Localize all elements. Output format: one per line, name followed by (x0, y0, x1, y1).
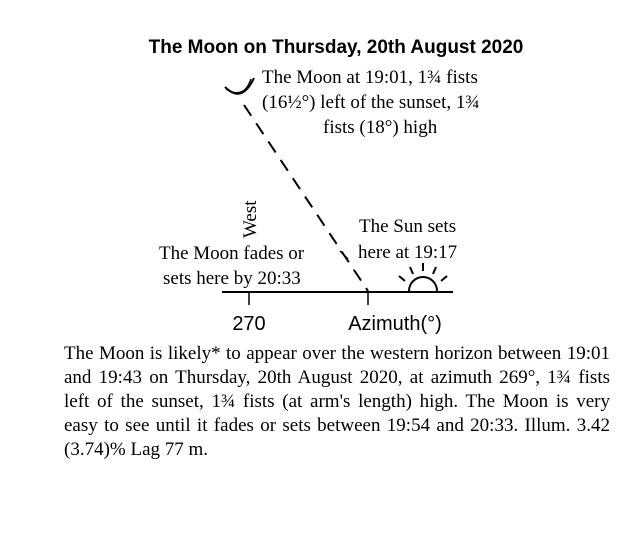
visibility-description: The Moon is likely* to appear over the western horizon between 19:01 and 19:43 on Thursday, 20th August 2020, at azimuth 269°, 1¾ fists left of the sunset, 1¾ fists (at arm's length) high. The Moon is very easy to see until it fades or sets between 19:54 and 20:33. Illum. 3.42 (3.74)% Lag 77 m. (64, 343, 610, 460)
moon-fade-label (159, 243, 309, 289)
azimuth-axis-title: Azimuth(°) (348, 313, 442, 335)
sunset-label (358, 216, 461, 263)
diagram-title: The Moon on Thursday, 20th August 2020 (148, 37, 524, 58)
fade-marker (340, 251, 348, 259)
moon-crescent-icon (225, 78, 254, 94)
fade-label-line2: sets here by 20:33 (163, 268, 301, 289)
moon-label-line1: The Moon at 19:01, 1¾ fists (262, 67, 478, 88)
sun-label-line2: here at 19:17 (358, 242, 458, 263)
west-direction-label: West (240, 200, 261, 238)
moon-label-line2: (16½°) left of the sunset, 1¾ (262, 92, 480, 113)
fade-label-line1: The Moon fades or (159, 243, 305, 264)
tick-label-270: 270 (232, 313, 266, 335)
sun-label-line1: The Sun sets (359, 216, 457, 237)
moon-position-label (262, 67, 484, 138)
setting-sun-icon (399, 263, 447, 291)
moon-label-line3: fists (18°) high (323, 117, 438, 138)
